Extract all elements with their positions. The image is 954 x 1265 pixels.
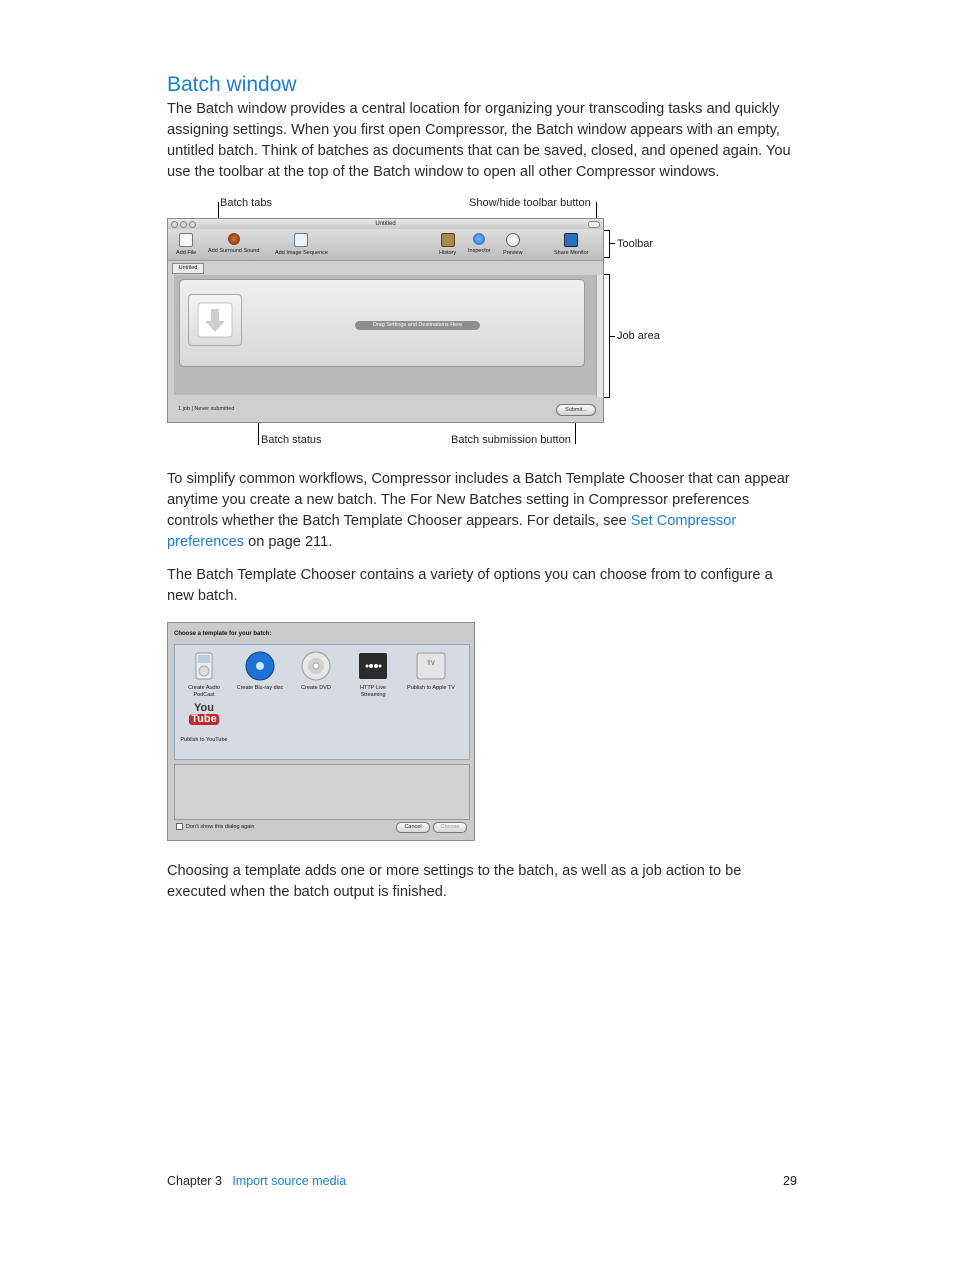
speaker-icon	[228, 233, 240, 245]
template-grid	[174, 644, 470, 760]
intro-paragraph: The Batch window provides a central location for organizing your transcoding tasks and quickly assigning settings. When you first open Compressor, the Batch window appears with an empty, untitled batch. Think of batches as documents that can be saved, closed, and opened again. You use the toolbar at the top of the Batch window to open all other Compressor windows.	[167, 101, 791, 180]
bracket-job-bottom	[604, 397, 610, 398]
callout-job-area: Job area	[617, 330, 660, 342]
template-dvd[interactable]: Create DVD	[290, 651, 342, 692]
template-chooser-screenshot	[167, 622, 475, 841]
add-image-sequence-button[interactable]: Add Image Sequence	[275, 233, 328, 256]
template-bluray[interactable]: Create Blu-ray disc	[234, 651, 286, 692]
preferences-link[interactable]: Set Compressor preferences	[167, 513, 737, 550]
info-icon	[473, 233, 485, 245]
batch-window-screenshot	[167, 218, 604, 423]
template-description-area	[174, 764, 470, 820]
document-icon	[179, 233, 193, 247]
template-chooser-paragraph: To simplify common workflows, Compressor includes a Batch Template Chooser that can appear anytime you create a new batch. The For New Batches setting in Compressor preferences controls whether the Batch Template Chooser appears. For details, see Set Compressor preferences on page 211.	[167, 471, 790, 550]
job-area	[174, 275, 598, 395]
down-arrow-icon	[189, 295, 241, 345]
chapter-link[interactable]: Import source media	[232, 1174, 347, 1188]
callout-batch-submission: Batch submission button	[451, 434, 571, 446]
callout-batch-status: Batch status	[261, 434, 322, 446]
submit-button[interactable]: Submit...	[556, 404, 596, 416]
add-file-button[interactable]: Add File	[176, 233, 196, 256]
preview-button[interactable]: Preview	[503, 233, 523, 256]
callout-show-hide-toolbar: Show/hide toolbar button	[469, 197, 591, 209]
apple-tv-icon: TV	[416, 651, 446, 681]
scrollbar[interactable]	[596, 275, 603, 397]
play-icon	[506, 233, 520, 247]
bracket-toolbar-tick	[610, 243, 615, 244]
share-monitor-button[interactable]: Share Monitor	[554, 233, 589, 256]
monitor-icon	[564, 233, 578, 247]
batch-status: 1 job | Never submitted	[178, 406, 235, 412]
add-surround-sound-button[interactable]: Add Surround Sound	[208, 233, 259, 254]
footer-chapter: Chapter 3 Import source media	[167, 1174, 347, 1188]
drag-hint: Drag Settings and Destinations Here	[355, 321, 480, 330]
choose-button[interactable]: Choose	[433, 822, 467, 833]
template-podcast[interactable]: Create Audio PodCast	[178, 651, 230, 698]
inspector-button[interactable]: Inspector	[468, 233, 491, 254]
job-slot[interactable]	[179, 279, 585, 367]
status-bar	[168, 399, 603, 423]
window-title: Untitled	[375, 221, 396, 227]
template-youtube[interactable]: You Tube Publish to YouTube	[180, 702, 228, 743]
bracket-toolbar-bottom	[604, 257, 610, 258]
checkbox[interactable]	[176, 823, 183, 830]
youtube-logo-icon: You Tube	[191, 702, 217, 725]
batch-tab[interactable]: Untitled	[172, 263, 204, 274]
dont-show-again[interactable]: Don’t show this dialog again	[176, 823, 255, 830]
callout-toolbar: Toolbar	[617, 238, 654, 250]
streaming-icon	[358, 651, 388, 681]
show-hide-toolbar-button[interactable]	[588, 221, 600, 228]
template-apple-tv[interactable]: TV Publish to Apple TV	[405, 651, 457, 692]
callout-batch-tabs: Batch tabs	[220, 197, 272, 209]
closing-paragraph: Choosing a template adds one or more settings to the batch, as well as a job action to be executed when the batch output is finished.	[167, 863, 742, 900]
toolbar	[168, 229, 603, 261]
drop-target[interactable]	[188, 294, 242, 346]
cancel-button[interactable]: Cancel	[396, 822, 430, 833]
history-button[interactable]: History	[439, 233, 456, 256]
section-heading: Batch window	[167, 73, 297, 96]
template-http-streaming[interactable]: HTTP Live Streaming	[347, 651, 399, 698]
chooser-title: Choose a template for your batch:	[174, 631, 272, 637]
bluray-disc-icon	[245, 651, 275, 681]
chooser-options-paragraph: The Batch Template Chooser contains a variety of options you can choose from to configure a new batch.	[167, 567, 773, 604]
history-icon	[441, 233, 455, 247]
page-number: 29	[783, 1174, 797, 1188]
bracket-job-tick	[610, 336, 615, 337]
image-sequence-icon	[294, 233, 308, 247]
ipod-icon	[189, 651, 219, 681]
dvd-disc-icon	[301, 651, 331, 681]
